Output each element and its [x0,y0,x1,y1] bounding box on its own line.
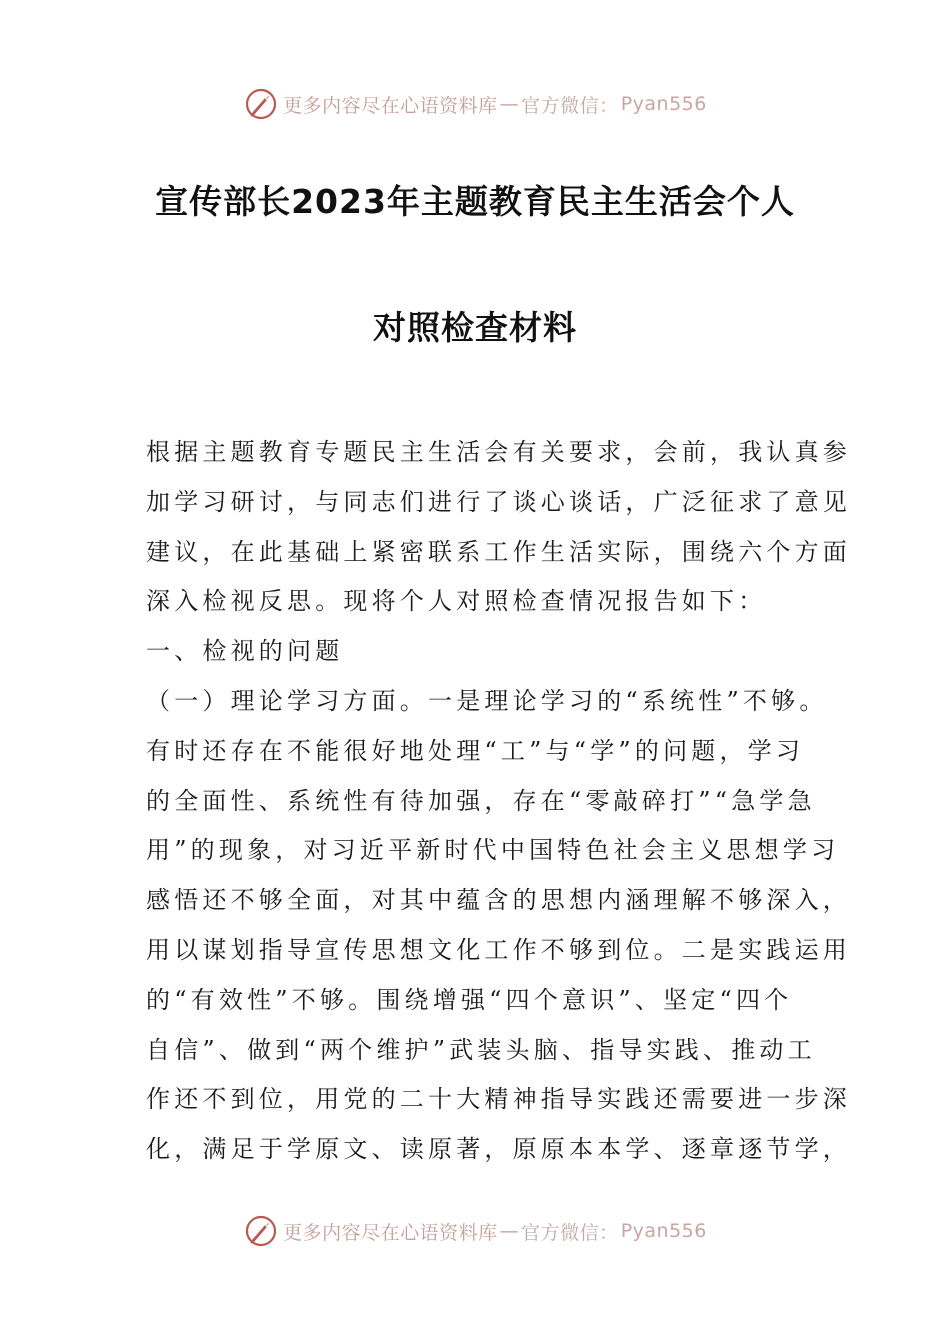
watermark-site-text: 更多内容尽在心语资料库 [283,1221,498,1244]
watermark-wechat-label: 官方微信： [521,94,619,117]
watermark-dash: — [499,93,520,115]
body-line: 自信”、做到“两个维护”武装头脑、指导实践、推动工 [146,1035,816,1064]
body-line: （一）理论学习方面。一是理论学习的“系统性”不够。 [146,686,828,715]
document-body [146,428,851,1175]
body-line: 深入检视反思。现将个人对照检查情况报告如下： [146,587,767,616]
body-line: 有时还存在不能很好地处理“工”与“学”的问题，学习 [146,736,805,765]
pen-nib-logo-icon [243,1213,279,1249]
body-line: 的全面性、系统性有待加强，存在“零敲碎打”“急学急 [146,786,816,815]
watermark-wechat-label: 官方微信： [521,1221,619,1244]
document-title-line-1: 宣传部长2023年主题教育民主生活会个人 [155,182,795,221]
body-line: 根据主题教育专题民主生活会有关要求，会前，我认真参 [146,438,851,466]
section-heading: 一、检视的问题 [146,637,344,666]
watermark-wechat-id: Pyan556 [620,93,707,115]
document-title-line-2: 对照检查材料 [373,308,577,347]
body-line: 感悟还不够全面，对其中蕴含的思想内涵理解不够深入， [146,886,851,915]
footer-watermark [0,1211,950,1251]
header-watermark [0,84,950,124]
body-line: 用以谋划指导宣传思想文化工作不够到位。二是实践运用 [146,935,851,964]
body-line: 建议，在此基础上紧密联系工作生活实际，围绕六个方面 [146,537,851,566]
body-line: 作还不到位，用党的二十大精神指导实践还需要进一步深 [146,1085,851,1114]
body-line: 加学习研讨，与同志们进行了谈心谈话，广泛征求了意见 [146,487,851,516]
pen-nib-logo-icon [243,86,279,122]
body-line: 用”的现象，对习近平新时代中国特色社会主义思想学习 [146,836,840,865]
body-line: 化，满足于学原文、读原著，原原本本学、逐章逐节学， [146,1135,851,1164]
body-line: 的“有效性”不够。围绕增强“四个意识”、坚定“四个 [146,985,793,1014]
watermark-dash: — [499,1220,520,1242]
watermark-site-text: 更多内容尽在心语资料库 [283,94,498,117]
watermark-wechat-id: Pyan556 [620,1220,707,1242]
